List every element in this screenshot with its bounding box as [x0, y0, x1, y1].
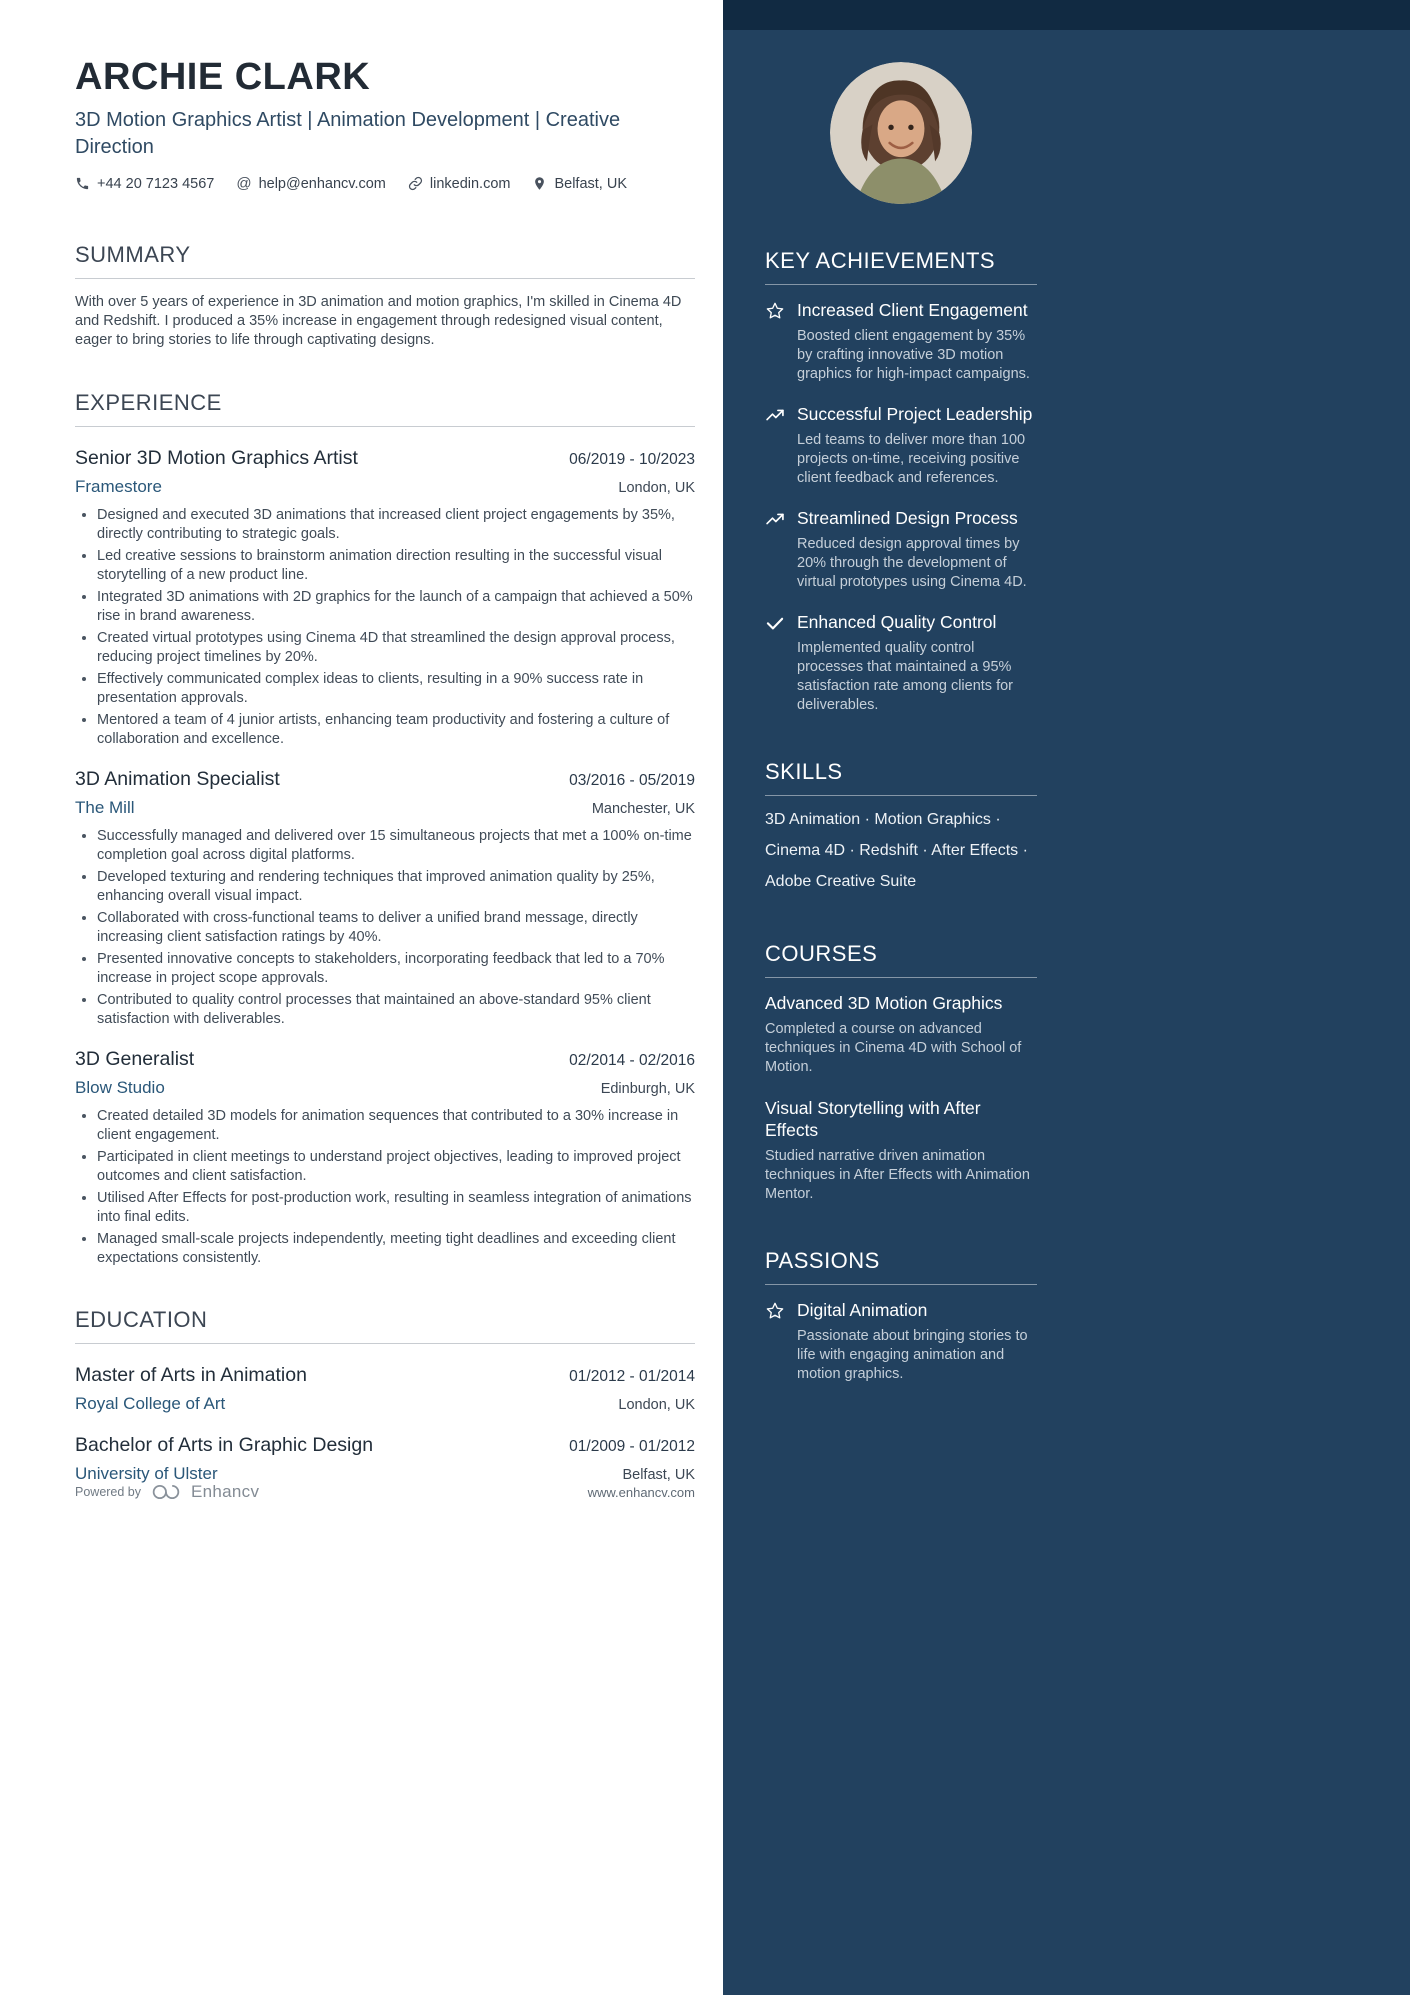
experience-heading: EXPERIENCE [75, 390, 695, 427]
phone-text: +44 20 7123 4567 [97, 175, 215, 192]
achievement-title: Successful Project Leadership [797, 404, 1033, 424]
check-icon [765, 611, 797, 715]
job-dates: 02/2014 - 02/2016 [569, 1052, 695, 1069]
education-section [75, 1307, 695, 1484]
bullet-item: • Developed texturing and rendering techniques that improved animation quality by 25%, enhancing overall visual impact. [97, 868, 695, 905]
achievement-text: Reduced design approval times by 20% through the development of virtual prototypes using Cinema 4D. [797, 536, 1027, 590]
link-icon [408, 176, 423, 191]
enhancv-url[interactable]: www.enhancv.com [587, 1484, 695, 1500]
bullet-item: • Presented innovative concepts to stakeholders, incorporating feedback that led to a 70% increase in project scope approvals. [97, 950, 695, 987]
job-location: Manchester, UK [591, 801, 695, 817]
bullet-item: • Participated in client meetings to understand project objectives, leading to improved project outcomes and client satisfaction. [97, 1148, 695, 1185]
degree-title: Master of Arts in Animation [75, 1364, 307, 1386]
star-icon [765, 299, 797, 384]
courses-section [765, 941, 1037, 1204]
job-title: Senior 3D Motion Graphics Artist [75, 447, 358, 469]
headline: 3D Motion Graphics Artist | Animation Development | Creative Direction [75, 109, 621, 158]
phone-icon [75, 176, 90, 191]
achievement-item [765, 507, 1037, 592]
key-achievements-heading: KEY ACHIEVEMENTS [765, 248, 1037, 285]
sidebar [723, 0, 1410, 1995]
main-column [75, 0, 695, 1484]
education-dates: 01/2009 - 01/2012 [569, 1438, 695, 1455]
location-text: Belfast, UK [554, 175, 627, 192]
experience-section [75, 390, 695, 1267]
achievement-item [765, 403, 1037, 488]
achievement-text: Implemented quality control processes that maintained a 95% satisfaction rate among clients for deliverables. [797, 640, 1013, 713]
contact-website[interactable] [408, 176, 511, 192]
contact-phone[interactable] [75, 176, 214, 192]
at-icon: @ [236, 175, 252, 192]
contact-location [532, 176, 627, 192]
school-name: University of Ulster [75, 1464, 218, 1483]
footer [75, 1482, 695, 1502]
achievement-text: Led teams to deliver more than 100 projects on-time, receiving positive client feedback and references. [797, 432, 1026, 486]
course-text: Completed a course on advanced techniques in Cinema 4D with School of Motion. [765, 1021, 1022, 1075]
bullet-item: • Successfully managed and delivered over 15 simultaneous projects that met a 100% on-time completion goal across digital platforms. [97, 827, 695, 864]
achievement-title: Enhanced Quality Control [797, 612, 997, 632]
job-dates: 03/2016 - 05/2019 [569, 772, 695, 789]
email-text: help@enhancv.com [258, 175, 386, 192]
enhancv-wordmark: Enhancv [191, 1482, 260, 1501]
company-name: Framestore [75, 477, 162, 496]
bullet-item: • Contributed to quality control processes that maintained an above-standard 95% client satisfaction with deliverables. [97, 991, 695, 1028]
course-title: Visual Storytelling with After Effects [765, 1098, 981, 1140]
job-title: 3D Animation Specialist [75, 768, 280, 790]
job-bullets [75, 1107, 695, 1267]
enhancv-logo-icon [151, 1483, 181, 1501]
job-title: 3D Generalist [75, 1048, 195, 1070]
degree-title: Bachelor of Arts in Graphic Design [75, 1434, 374, 1456]
bullet-item: • Effectively communicated complex ideas to clients, resulting in a 90% success rate in presentation approvals. [97, 670, 695, 707]
job-bullets [75, 506, 695, 748]
contact-row [75, 175, 695, 192]
skills-heading: SKILLS [765, 759, 1037, 796]
pin-icon [532, 176, 547, 191]
achievement-title: Streamlined Design Process [797, 508, 1018, 528]
person-name: ARCHIE CLARK [75, 56, 371, 98]
education-dates: 01/2012 - 01/2014 [569, 1368, 695, 1385]
achievement-text: Boosted client engagement by 35% by crafting innovative 3D motion graphics for high-impact campaigns. [797, 328, 1030, 382]
passion-item [765, 1299, 1037, 1384]
star-icon [765, 1299, 797, 1384]
bullet-item: • Collaborated with cross-functional teams to deliver a unified brand message, directly increasing client satisfaction ratings by 40%. [97, 909, 695, 946]
education-heading: EDUCATION [75, 1307, 695, 1344]
course-item [765, 992, 1037, 1077]
education-item [75, 1434, 695, 1484]
course-text: Studied narrative driven animation techniques in After Effects with Animation Mentor. [765, 1148, 1030, 1202]
passion-text: Passionate about bringing stories to life with engaging animation and motion graphics. [797, 1328, 1028, 1382]
education-location: London, UK [618, 1397, 695, 1413]
experience-item [75, 768, 695, 1028]
bullet-item: • Managed small-scale projects independently, meeting tight deadlines and exceeding client expectations consistently. [97, 1230, 695, 1267]
job-location: London, UK [618, 480, 695, 496]
achievement-item [765, 299, 1037, 384]
passions-heading: PASSIONS [765, 1248, 1037, 1285]
bullet-item: • Created detailed 3D models for animation sequences that contributed to a 30% increase in client engagement. [97, 1107, 695, 1144]
bullet-item: • Integrated 3D animations with 2D graphics for the launch of a campaign that achieved a 50% rise in brand awareness. [97, 588, 695, 625]
profile-photo [830, 62, 972, 204]
summary-text: With over 5 years of experience in 3D animation and motion graphics, I'm skilled in Cinema 4D and Redshift. I produced a 35% increase in engagement through redesigned visual content, eager to bring stories to life through captivating designs. [75, 294, 682, 348]
job-dates: 06/2019 - 10/2023 [569, 451, 695, 468]
achievement-item [765, 611, 1037, 715]
key-achievements-section [765, 248, 1037, 715]
courses-heading: COURSES [765, 941, 1037, 978]
powered-by-label: Powered by [75, 1485, 142, 1499]
job-bullets [75, 827, 695, 1028]
summary-section [75, 242, 695, 350]
passion-title: Digital Animation [797, 1300, 928, 1320]
bullet-item: • Utilised After Effects for post-production work, resulting in seamless integration of animations into final edits. [97, 1189, 695, 1226]
skills-section [765, 759, 1037, 897]
summary-heading: SUMMARY [75, 242, 695, 279]
job-location: Edinburgh, UK [600, 1081, 695, 1097]
education-location: Belfast, UK [622, 1467, 695, 1483]
bullet-item: • Mentored a team of 4 junior artists, enhancing team productivity and fostering a culture of collaboration and excellence. [97, 711, 695, 748]
trending-up-icon [765, 507, 797, 592]
course-title: Advanced 3D Motion Graphics [765, 993, 1003, 1013]
company-name: Blow Studio [75, 1078, 165, 1097]
bullet-item: • Created virtual prototypes using Cinema 4D that streamlined the design approval process, reducing project timelines by 20%. [97, 629, 695, 666]
bullet-item: • Designed and executed 3D animations that increased client project engagements by 35%, directly contributing to strategic goals. [97, 506, 695, 543]
skills-list: 3D Animation · Motion Graphics · Cinema 4D · Redshift · After Effects · Adobe Creative Suite [765, 811, 1028, 890]
education-item [75, 1364, 695, 1414]
contact-email[interactable] [236, 175, 386, 192]
bullet-item: • Led creative sessions to brainstorm animation direction resulting in the successful visual storytelling of a new product line. [97, 547, 695, 584]
school-name: Royal College of Art [75, 1394, 226, 1413]
passions-section [765, 1248, 1037, 1384]
trending-up-icon [765, 403, 797, 488]
company-name: The Mill [75, 798, 135, 817]
website-text: linkedin.com [429, 175, 511, 192]
sidebar-top-band [723, 0, 1410, 30]
course-item [765, 1097, 1037, 1204]
achievement-title: Increased Client Engagement [797, 300, 1028, 320]
experience-item [75, 1048, 695, 1267]
experience-item [75, 447, 695, 748]
